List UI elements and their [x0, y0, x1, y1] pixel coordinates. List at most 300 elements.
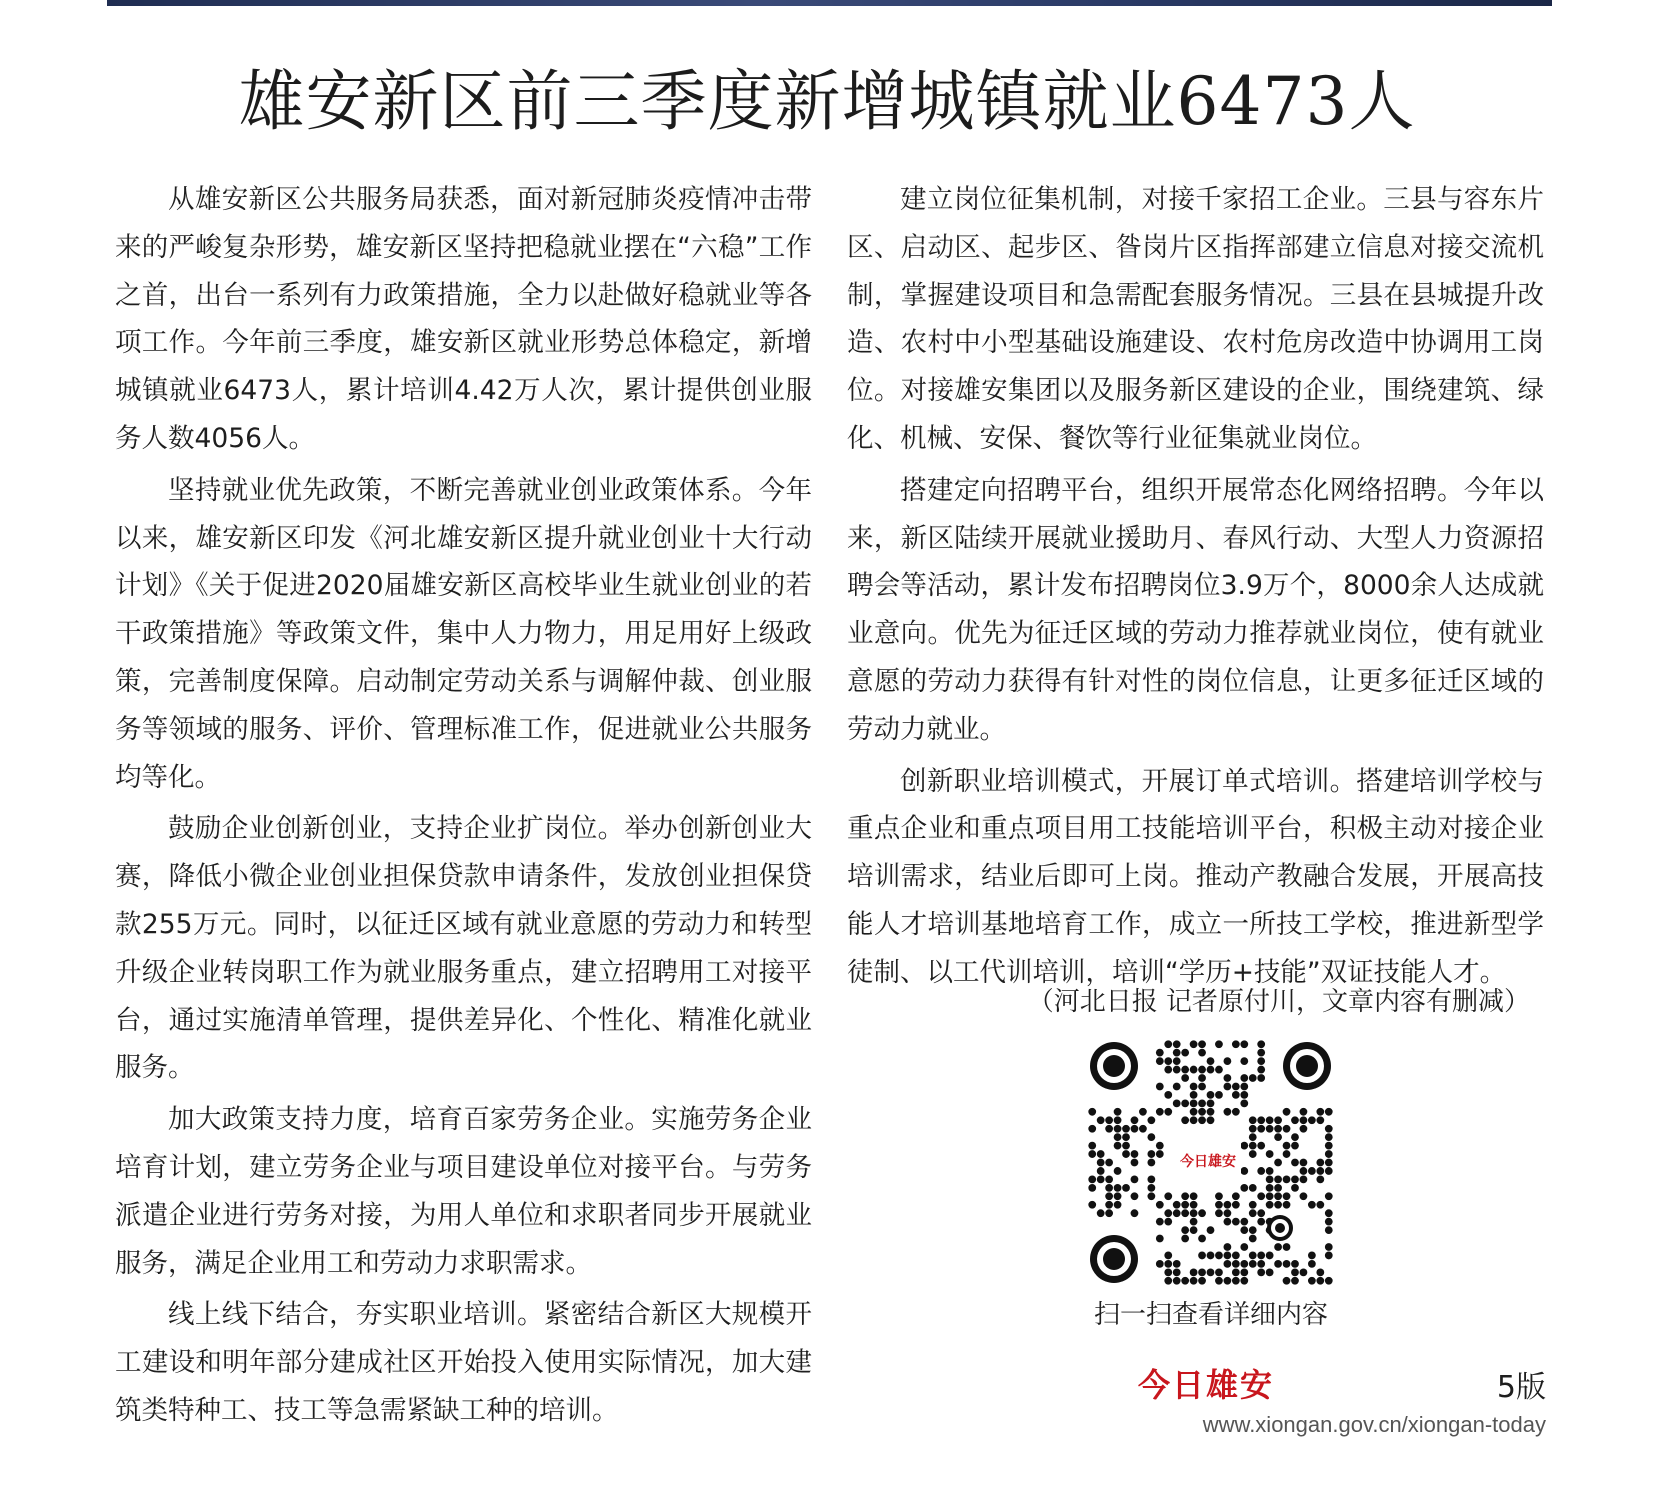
qr-module: [1249, 1116, 1257, 1124]
qr-module: [1316, 1159, 1324, 1167]
qr-module: [1114, 1142, 1122, 1150]
qr-module: [1308, 1167, 1316, 1175]
qr-module: [1316, 1277, 1324, 1285]
qr-module: [1316, 1167, 1324, 1175]
qr-module: [1232, 1083, 1240, 1091]
qr-module: [1308, 1201, 1316, 1209]
qr-module: [1181, 1226, 1189, 1234]
qr-module: [1164, 1277, 1172, 1285]
qr-module: [1325, 1133, 1333, 1141]
article-column-left: [115, 176, 812, 1439]
qr-module: [1232, 1201, 1240, 1209]
qr-module: [1114, 1192, 1122, 1200]
qr-module: [1173, 1201, 1181, 1209]
top-decorative-bar: [107, 0, 1552, 6]
qr-module: [1249, 1184, 1257, 1192]
qr-module: [1190, 1108, 1198, 1116]
qr-module: [1147, 1192, 1155, 1200]
qr-module: [1190, 1209, 1198, 1217]
qr-module: [1198, 1252, 1206, 1260]
qr-module: [1224, 1243, 1232, 1251]
qr-module: [1291, 1116, 1299, 1124]
qr-module: [1266, 1150, 1274, 1158]
qr-module: [1156, 1049, 1164, 1057]
qr-module: [1257, 1066, 1265, 1074]
qr-module: [1131, 1125, 1139, 1133]
qr-module: [1291, 1133, 1299, 1141]
qr-module: [1257, 1209, 1265, 1217]
qr-module: [1283, 1150, 1291, 1158]
qr-module: [1257, 1125, 1265, 1133]
qr-module: [1240, 1099, 1248, 1107]
qr-module: [1300, 1268, 1308, 1276]
qr-module: [1181, 1049, 1189, 1057]
qr-module: [1190, 1268, 1198, 1276]
qr-module: [1325, 1226, 1333, 1234]
qr-module: [1240, 1226, 1248, 1234]
qr-module: [1147, 1184, 1155, 1192]
qr-module: [1232, 1108, 1240, 1116]
qr-module: [1207, 1252, 1215, 1260]
qr-module: [1274, 1125, 1282, 1133]
qr-module: [1224, 1057, 1232, 1065]
qr-module: [1122, 1150, 1130, 1158]
qr-module: [1283, 1243, 1291, 1251]
qr-module: [1240, 1260, 1248, 1268]
qr-module: [1215, 1192, 1223, 1200]
qr-module: [1114, 1201, 1122, 1209]
qr-module: [1173, 1209, 1181, 1217]
qr-module: [1274, 1192, 1282, 1200]
qr-module: [1266, 1116, 1274, 1124]
qr-module: [1257, 1142, 1265, 1150]
qr-module: [1232, 1040, 1240, 1048]
qr-module: [1300, 1159, 1308, 1167]
qr-module: [1316, 1108, 1324, 1116]
qr-module: [1249, 1260, 1257, 1268]
qr-module: [1198, 1040, 1206, 1048]
qr-center-logo: 今日雄安: [1180, 1154, 1236, 1170]
qr-module: [1088, 1108, 1096, 1116]
qr-module: [1274, 1201, 1282, 1209]
qr-module: [1198, 1116, 1206, 1124]
qr-module: [1190, 1218, 1198, 1226]
qr-module: [1266, 1125, 1274, 1133]
qr-module: [1122, 1184, 1130, 1192]
qr-module: [1283, 1192, 1291, 1200]
qr-module: [1283, 1260, 1291, 1268]
qr-module: [1316, 1116, 1324, 1124]
qr-module: [1173, 1049, 1181, 1057]
qr-module: [1249, 1226, 1257, 1234]
qr-module: [1274, 1133, 1282, 1141]
qr-module: [1131, 1159, 1139, 1167]
qr-module: [1224, 1083, 1232, 1091]
qr-module: [1291, 1176, 1299, 1184]
qr-module: [1316, 1176, 1324, 1184]
qr-module: [1240, 1277, 1248, 1285]
qr-module: [1266, 1192, 1274, 1200]
qr-module: [1198, 1049, 1206, 1057]
article-paragraph: 坚持就业优先政策，不断完善就业创业政策体系。今年以来，雄安新区印发《河北雄安新区提升就业创业十大行动计划》《关于促进2020届雄安新区高校毕业生就业创业的若干政策措施》等政策文件，集中人力物力，用足用好上级政策，完善制度保障。启动制定劳动关系与调解仲裁、创业服务等领域的服务、评价、管理标准工作，促进就业公共服务均等化。: [115, 474, 812, 793]
qr-module: [1164, 1040, 1172, 1048]
qr-module: [1215, 1040, 1223, 1048]
qr-module: [1325, 1142, 1333, 1150]
qr-module: [1181, 1277, 1189, 1285]
qr-module: [1325, 1150, 1333, 1158]
qr-module: [1325, 1243, 1333, 1251]
qr-module: [1215, 1252, 1223, 1260]
qr-module: [1266, 1167, 1274, 1175]
qr-module: [1147, 1116, 1155, 1124]
article-paragraph: 从雄安新区公共服务局获悉，面对新冠肺炎疫情冲击带来的严峻复杂形势，雄安新区坚持把稳就业摆在“六稳”工作之首，出台一系列有力政策措施，全力以赴做好稳就业等各项工作。今年前三季度，雄安新区就业形势总体稳定，新增城镇就业6473人，累计培训4.42万人次，累计提供创业服务人数4056人。: [115, 184, 812, 454]
qr-module: [1325, 1159, 1333, 1167]
article-paragraph: 创新职业培训模式，开展订单式培训。搭建培训学校与重点企业和重点项目用工技能培训平台，积极主动对接企业培训需求，结业后即可上岗。推动产教融合发展，开展高技能人才培训基地培育工作，成立一所技工学校，推进新型学徒制、以工代训培训，培训“学历+技能”双证技能人才。: [847, 765, 1544, 988]
qr-module: [1131, 1209, 1139, 1217]
qr-module: [1257, 1192, 1265, 1200]
qr-module: [1257, 1218, 1265, 1226]
qr-module: [1291, 1260, 1299, 1268]
qr-module: [1249, 1235, 1257, 1243]
qr-module: [1316, 1268, 1324, 1276]
qr-module: [1257, 1049, 1265, 1057]
qr-module: [1257, 1074, 1265, 1082]
qr-module: [1291, 1159, 1299, 1167]
qr-module: [1240, 1268, 1248, 1276]
qr-module: [1325, 1209, 1333, 1217]
article-paragraph: 线上线下结合，夯实职业培训。紧密结合新区大规模开工建设和明年部分建成社区开始投入使用实际情况，加大建筑类特种工、技工等急需紧缺工种的培训。: [115, 1299, 812, 1426]
qr-module: [1147, 1176, 1155, 1184]
qr-module: [1190, 1226, 1198, 1234]
qr-module: [1181, 1235, 1189, 1243]
qr-module: [1105, 1159, 1113, 1167]
qr-module: [1139, 1108, 1147, 1116]
qr-module: [1097, 1150, 1105, 1158]
qr-module: [1131, 1192, 1139, 1200]
qr-module: [1181, 1209, 1189, 1217]
qr-module: [1240, 1243, 1248, 1251]
article-source-note: （河北日报 记者原付川，文章内容有删减）: [1027, 987, 1530, 1017]
qr-module: [1240, 1218, 1248, 1226]
qr-module: [1198, 1074, 1206, 1082]
qr-module: [1249, 1252, 1257, 1260]
qr-module: [1249, 1133, 1257, 1141]
qr-module: [1088, 1201, 1096, 1209]
qr-module: [1164, 1268, 1172, 1276]
qr-module: [1190, 1192, 1198, 1200]
qr-module: [1164, 1218, 1172, 1226]
qr-caption: 扫一扫查看详细内容: [1093, 1300, 1328, 1330]
qr-module: [1274, 1260, 1282, 1268]
qr-module: [1181, 1201, 1189, 1209]
qr-module: [1198, 1209, 1206, 1217]
qr-module: [1114, 1133, 1122, 1141]
qr-module: [1181, 1116, 1189, 1124]
qr-module: [1173, 1066, 1181, 1074]
qr-module: [1291, 1184, 1299, 1192]
qr-module: [1257, 1268, 1265, 1276]
qr-module: [1283, 1108, 1291, 1116]
qr-module: [1173, 1083, 1181, 1091]
qr-module: [1105, 1116, 1113, 1124]
qr-module: [1300, 1108, 1308, 1116]
qr-code[interactable]: [1088, 1040, 1333, 1285]
qr-module: [1224, 1277, 1232, 1285]
qr-module: [1274, 1184, 1282, 1192]
qr-module: [1164, 1252, 1172, 1260]
qr-module: [1190, 1066, 1198, 1074]
qr-module: [1156, 1142, 1164, 1150]
qr-module: [1291, 1142, 1299, 1150]
qr-module: [1173, 1040, 1181, 1048]
qr-module: [1207, 1268, 1215, 1276]
qr-module: [1257, 1167, 1265, 1175]
qr-module: [1139, 1125, 1147, 1133]
qr-module: [1240, 1142, 1248, 1150]
qr-module: [1283, 1201, 1291, 1209]
site-url-link[interactable]: www.xiongan.gov.cn/xiongan-today: [1202, 1412, 1546, 1437]
qr-module: [1207, 1057, 1215, 1065]
qr-module: [1232, 1218, 1240, 1226]
qr-module: [1173, 1057, 1181, 1065]
qr-module: [1105, 1125, 1113, 1133]
qr-module: [1173, 1099, 1181, 1107]
qr-module: [1164, 1192, 1172, 1200]
qr-module: [1156, 1150, 1164, 1158]
qr-module: [1156, 1260, 1164, 1268]
qr-module: [1156, 1108, 1164, 1116]
qr-module: [1308, 1252, 1316, 1260]
qr-module: [1198, 1083, 1206, 1091]
qr-module: [1122, 1125, 1130, 1133]
qr-module: [1207, 1226, 1215, 1234]
qr-module: [1156, 1218, 1164, 1226]
qr-module: [1240, 1040, 1248, 1048]
qr-module: [1215, 1091, 1223, 1099]
qr-module: [1325, 1252, 1333, 1260]
qr-module: [1232, 1252, 1240, 1260]
qr-module: [1114, 1184, 1122, 1192]
qr-module: [1097, 1167, 1105, 1175]
qr-module: [1274, 1116, 1282, 1124]
qr-module: [1257, 1260, 1265, 1268]
qr-module: [1257, 1057, 1265, 1065]
qr-finder-bottom-left: [1090, 1235, 1138, 1283]
qr-module: [1164, 1209, 1172, 1217]
qr-module: [1283, 1125, 1291, 1133]
qr-module: [1114, 1125, 1122, 1133]
qr-module: [1240, 1083, 1248, 1091]
qr-module: [1308, 1277, 1316, 1285]
qr-module: [1088, 1125, 1096, 1133]
qr-module: [1105, 1176, 1113, 1184]
qr-module: [1232, 1260, 1240, 1268]
qr-module: [1207, 1108, 1215, 1116]
qr-module: [1122, 1133, 1130, 1141]
qr-module: [1308, 1116, 1316, 1124]
qr-module: [1308, 1260, 1316, 1268]
qr-module: [1097, 1159, 1105, 1167]
qr-module: [1147, 1150, 1155, 1158]
qr-module: [1215, 1268, 1223, 1276]
qr-module: [1325, 1192, 1333, 1200]
qr-module: [1240, 1074, 1248, 1082]
brand-logo: 今日雄安: [1138, 1366, 1275, 1404]
qr-module: [1131, 1150, 1139, 1158]
qr-module: [1164, 1260, 1172, 1268]
article-paragraph: 鼓励企业创新创业，支持企业扩岗位。举办创新创业大赛，降低小微企业创业担保贷款申请条件，发放创业担保贷款255万元。同时，以征迁区域有就业意愿的劳动力和转型升级企业转岗职工作为就业服务重点，建立招聘用工对接平台，通过实施清单管理，提供差异化、个性化、精准化就业服务。: [115, 813, 812, 1084]
qr-module: [1207, 1099, 1215, 1107]
qr-module: [1198, 1277, 1206, 1285]
qr-module: [1088, 1176, 1096, 1184]
qr-module: [1198, 1108, 1206, 1116]
qr-module: [1164, 1108, 1172, 1116]
qr-module: [1114, 1167, 1122, 1175]
qr-module: [1283, 1277, 1291, 1285]
qr-module: [1249, 1201, 1257, 1209]
qr-module: [1198, 1235, 1206, 1243]
qr-finder-top-right: [1283, 1042, 1331, 1090]
qr-module: [1240, 1091, 1248, 1099]
qr-module: [1156, 1201, 1164, 1209]
qr-module: [1240, 1184, 1248, 1192]
qr-module: [1215, 1209, 1223, 1217]
page-number: 5版: [1496, 1370, 1546, 1405]
qr-module: [1164, 1091, 1172, 1099]
qr-module: [1249, 1142, 1257, 1150]
qr-module: [1232, 1091, 1240, 1099]
qr-module: [1190, 1083, 1198, 1091]
qr-module: [1300, 1167, 1308, 1175]
qr-module: [1266, 1184, 1274, 1192]
qr-module: [1190, 1091, 1198, 1099]
qr-module: [1207, 1116, 1215, 1124]
qr-module: [1164, 1066, 1172, 1074]
qr-module: [1105, 1209, 1113, 1217]
qr-module: [1131, 1116, 1139, 1124]
qr-module: [1147, 1133, 1155, 1141]
qr-module: [1088, 1142, 1096, 1150]
qr-module: [1266, 1268, 1274, 1276]
qr-module: [1181, 1066, 1189, 1074]
qr-module: [1274, 1159, 1282, 1167]
qr-module: [1122, 1142, 1130, 1150]
qr-module: [1325, 1125, 1333, 1133]
qr-module: [1215, 1201, 1223, 1209]
qr-module: [1257, 1040, 1265, 1048]
qr-module: [1316, 1201, 1324, 1209]
qr-module: [1207, 1091, 1215, 1099]
qr-module: [1198, 1268, 1206, 1276]
qr-module: [1097, 1209, 1105, 1217]
qr-module: [1131, 1176, 1139, 1184]
qr-module: [1156, 1083, 1164, 1091]
qr-module: [1190, 1116, 1198, 1124]
qr-module: [1240, 1057, 1248, 1065]
qr-module: [1266, 1252, 1274, 1260]
qr-module: [1173, 1277, 1181, 1285]
qr-module: [1325, 1167, 1333, 1175]
qr-module: [1088, 1150, 1096, 1158]
qr-module: [1215, 1066, 1223, 1074]
qr-module: [1291, 1277, 1299, 1285]
qr-module: [1156, 1057, 1164, 1065]
qr-module: [1181, 1099, 1189, 1107]
qr-module: [1097, 1116, 1105, 1124]
article-column-right: [847, 176, 1544, 1001]
qr-module: [1232, 1192, 1240, 1200]
qr-module: [1105, 1192, 1113, 1200]
qr-module: [1190, 1277, 1198, 1285]
qr-module: [1147, 1159, 1155, 1167]
qr-module: [1215, 1277, 1223, 1285]
qr-module: [1190, 1040, 1198, 1048]
qr-module: [1114, 1108, 1122, 1116]
qr-module: [1274, 1243, 1282, 1251]
qr-module: [1249, 1209, 1257, 1217]
qr-module: [1249, 1150, 1257, 1158]
qr-alignment-marker: [1267, 1215, 1293, 1241]
qr-module: [1232, 1268, 1240, 1276]
qr-module: [1173, 1268, 1181, 1276]
qr-module: [1232, 1277, 1240, 1285]
article-paragraph: 建立岗位征集机制，对接千家招工企业。三县与容东片区、启动区、起步区、昝岗片区指挥部建立信息对接交流机制，掌握建设项目和急需配套服务情况。三县在县城提升改造、农村中小型基础设施建设、农村危房改造中协调用工岗位。对接雄安集团以及服务新区建设的企业，围绕建筑、绿化、机械、安保、餐饮等行业征集就业岗位。: [847, 184, 1544, 454]
qr-module: [1156, 1235, 1164, 1243]
qr-module: [1325, 1277, 1333, 1285]
qr-module: [1300, 1116, 1308, 1124]
qr-module: [1300, 1192, 1308, 1200]
qr-module: [1105, 1184, 1113, 1192]
qr-module: [1173, 1260, 1181, 1268]
qr-module: [1325, 1218, 1333, 1226]
qr-module: [1088, 1184, 1096, 1192]
qr-module: [1181, 1074, 1189, 1082]
qr-module: [1300, 1176, 1308, 1184]
qr-module: [1224, 1108, 1232, 1116]
qr-module: [1249, 1125, 1257, 1133]
qr-module: [1181, 1192, 1189, 1200]
qr-module: [1257, 1116, 1265, 1124]
qr-module: [1198, 1099, 1206, 1107]
qr-module: [1257, 1252, 1265, 1260]
qr-module: [1249, 1074, 1257, 1082]
qr-module: [1224, 1252, 1232, 1260]
qr-module: [1240, 1167, 1248, 1175]
qr-module: [1283, 1142, 1291, 1150]
qr-module: [1300, 1125, 1308, 1133]
qr-module: [1224, 1209, 1232, 1217]
qr-module: [1224, 1201, 1232, 1209]
qr-module: [1266, 1201, 1274, 1209]
qr-module: [1224, 1260, 1232, 1268]
qr-module: [1274, 1176, 1282, 1184]
qr-module: [1207, 1066, 1215, 1074]
qr-module: [1097, 1176, 1105, 1184]
qr-module: [1291, 1268, 1299, 1276]
article-paragraph: 搭建定向招聘平台，组织开展常态化网络招聘。今年以来，新区陆续开展就业援助月、春风行动、大型人力资源招聘会等活动，累计发布招聘岗位3.9万个，8000余人达成就业意向。优先为征迁区域的劳动力推荐就业岗位，使有就业意愿的劳动力获得有针对性的岗位信息，让更多征迁区域的劳动力就业。: [847, 474, 1544, 745]
article-paragraph: 加大政策支持力度，培育百家劳务企业。实施劳务企业培育计划，建立劳务企业与项目建设单位对接平台。与劳务派遣企业进行劳务对接，为用人单位和求职者同步开展就业服务，满足企业用工和劳动力求职需求。: [115, 1104, 812, 1279]
qr-module: [1164, 1057, 1172, 1065]
qr-module: [1224, 1218, 1232, 1226]
article-title: 雄安新区前三季度新增城镇就业6473人: [238, 63, 1416, 140]
qr-module: [1325, 1108, 1333, 1116]
qr-module: [1224, 1074, 1232, 1082]
qr-module: [1190, 1201, 1198, 1209]
qr-module: [1105, 1201, 1113, 1209]
qr-module: [1190, 1099, 1198, 1107]
qr-module: [1266, 1176, 1274, 1184]
qr-module: [1283, 1176, 1291, 1184]
